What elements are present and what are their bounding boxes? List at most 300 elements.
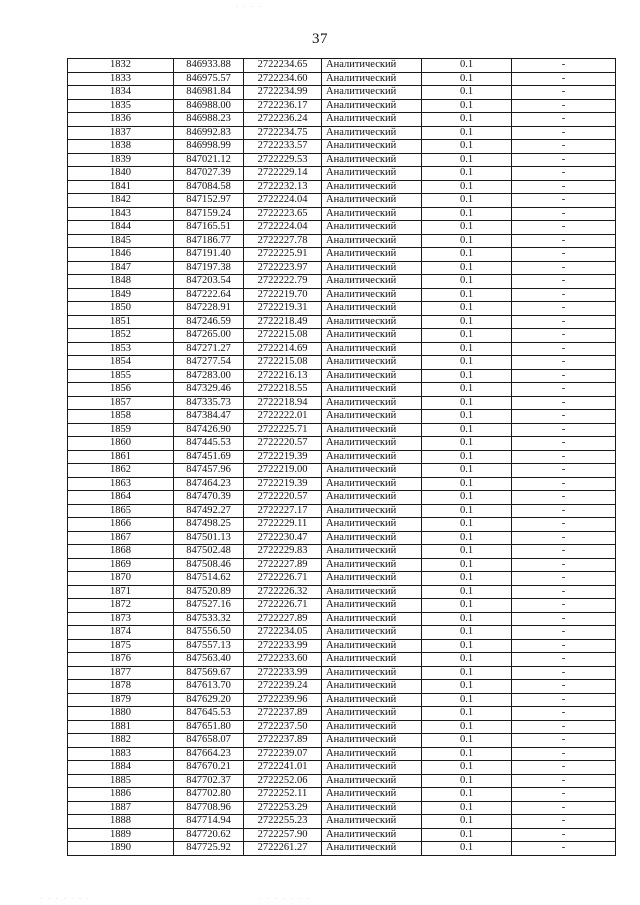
point-number-cell: 1847 [68, 261, 174, 275]
method-cell: Аналитический [322, 234, 422, 248]
y-coordinate-cell: 2722261.27 [244, 842, 322, 856]
method-cell: Аналитический [322, 450, 422, 464]
x-coordinate-cell: 847451.69 [174, 450, 244, 464]
point-number-cell: 1836 [68, 113, 174, 127]
x-coordinate-cell: 846988.00 [174, 99, 244, 113]
table-row [68, 126, 616, 140]
y-coordinate-cell: 2722239.96 [244, 693, 322, 707]
y-coordinate-cell: 2722241.01 [244, 761, 322, 775]
table-row [68, 761, 616, 775]
x-coordinate-cell: 846975.57 [174, 72, 244, 86]
accuracy-cell: 0.1 [422, 680, 512, 694]
point-number-cell: 1844 [68, 221, 174, 235]
accuracy-cell: 0.1 [422, 585, 512, 599]
table-row [68, 302, 616, 316]
point-number-cell: 1852 [68, 329, 174, 343]
method-cell: Аналитический [322, 693, 422, 707]
x-coordinate-cell: 847445.53 [174, 437, 244, 451]
point-number-cell: 1838 [68, 140, 174, 154]
y-coordinate-cell: 2722220.57 [244, 491, 322, 505]
note-cell: - [512, 464, 616, 478]
accuracy-cell: 0.1 [422, 221, 512, 235]
y-coordinate-cell: 2722232.13 [244, 180, 322, 194]
table-row [68, 531, 616, 545]
note-cell: - [512, 774, 616, 788]
point-number-cell: 1880 [68, 707, 174, 721]
accuracy-cell: 0.1 [422, 707, 512, 721]
x-coordinate-cell: 847228.91 [174, 302, 244, 316]
accuracy-cell: 0.1 [422, 288, 512, 302]
table-row [68, 153, 616, 167]
table-row [68, 167, 616, 181]
table-row [68, 261, 616, 275]
point-number-cell: 1855 [68, 369, 174, 383]
table-row [68, 626, 616, 640]
y-coordinate-cell: 2722233.60 [244, 653, 322, 667]
method-cell: Аналитический [322, 140, 422, 154]
note-cell: - [512, 531, 616, 545]
table-row [68, 612, 616, 626]
method-cell: Аналитический [322, 180, 422, 194]
accuracy-cell: 0.1 [422, 180, 512, 194]
y-coordinate-cell: 2722219.31 [244, 302, 322, 316]
note-cell: - [512, 666, 616, 680]
note-cell: - [512, 693, 616, 707]
point-number-cell: 1881 [68, 720, 174, 734]
note-cell: - [512, 207, 616, 221]
table-row [68, 315, 616, 329]
table-row [68, 437, 616, 451]
point-number-cell: 1848 [68, 275, 174, 289]
method-cell: Аналитический [322, 599, 422, 613]
method-cell: Аналитический [322, 639, 422, 653]
accuracy-cell: 0.1 [422, 572, 512, 586]
point-number-cell: 1887 [68, 801, 174, 815]
method-cell: Аналитический [322, 410, 422, 424]
method-cell: Аналитический [322, 815, 422, 829]
accuracy-cell: 0.1 [422, 329, 512, 343]
y-coordinate-cell: 2722236.17 [244, 99, 322, 113]
accuracy-cell: 0.1 [422, 194, 512, 208]
table-row [68, 207, 616, 221]
coordinates-table [67, 58, 616, 856]
y-coordinate-cell: 2722223.97 [244, 261, 322, 275]
table-row [68, 639, 616, 653]
scan-noise-bottom-center: · · · · · · · [260, 896, 311, 903]
note-cell: - [512, 599, 616, 613]
x-coordinate-cell: 847457.96 [174, 464, 244, 478]
note-cell: - [512, 815, 616, 829]
scan-noise-bottom: · · · · · · · [40, 896, 91, 903]
accuracy-cell: 0.1 [422, 248, 512, 262]
note-cell: - [512, 410, 616, 424]
point-number-cell: 1865 [68, 504, 174, 518]
y-coordinate-cell: 2722230.47 [244, 531, 322, 545]
point-number-cell: 1854 [68, 356, 174, 370]
table-row [68, 653, 616, 667]
accuracy-cell: 0.1 [422, 801, 512, 815]
note-cell: - [512, 342, 616, 356]
table-row [68, 477, 616, 491]
point-number-cell: 1839 [68, 153, 174, 167]
method-cell: Аналитический [322, 747, 422, 761]
table-row [68, 666, 616, 680]
note-cell: - [512, 126, 616, 140]
table-row [68, 707, 616, 721]
accuracy-cell: 0.1 [422, 612, 512, 626]
note-cell: - [512, 828, 616, 842]
point-number-cell: 1857 [68, 396, 174, 410]
point-number-cell: 1888 [68, 815, 174, 829]
method-cell: Аналитический [322, 86, 422, 100]
accuracy-cell: 0.1 [422, 477, 512, 491]
point-number-cell: 1879 [68, 693, 174, 707]
table-row [68, 113, 616, 127]
accuracy-cell: 0.1 [422, 774, 512, 788]
point-number-cell: 1890 [68, 842, 174, 856]
point-number-cell: 1841 [68, 180, 174, 194]
accuracy-cell: 0.1 [422, 828, 512, 842]
table-row [68, 356, 616, 370]
point-number-cell: 1840 [68, 167, 174, 181]
coordinates-table-body [68, 59, 616, 856]
note-cell: - [512, 720, 616, 734]
x-coordinate-cell: 847514.62 [174, 572, 244, 586]
x-coordinate-cell: 846988.23 [174, 113, 244, 127]
method-cell: Аналитический [322, 545, 422, 559]
x-coordinate-cell: 847203.54 [174, 275, 244, 289]
y-coordinate-cell: 2722214.69 [244, 342, 322, 356]
point-number-cell: 1875 [68, 639, 174, 653]
x-coordinate-cell: 847645.53 [174, 707, 244, 721]
table-row [68, 140, 616, 154]
x-coordinate-cell: 846981.84 [174, 86, 244, 100]
x-coordinate-cell: 847702.80 [174, 788, 244, 802]
x-coordinate-cell: 847702.37 [174, 774, 244, 788]
method-cell: Аналитический [322, 59, 422, 73]
note-cell: - [512, 707, 616, 721]
table-row [68, 423, 616, 437]
point-number-cell: 1870 [68, 572, 174, 586]
y-coordinate-cell: 2722226.71 [244, 572, 322, 586]
accuracy-cell: 0.1 [422, 639, 512, 653]
note-cell: - [512, 734, 616, 748]
method-cell: Аналитический [322, 491, 422, 505]
point-number-cell: 1834 [68, 86, 174, 100]
point-number-cell: 1889 [68, 828, 174, 842]
point-number-cell: 1858 [68, 410, 174, 424]
accuracy-cell: 0.1 [422, 518, 512, 532]
table-row [68, 734, 616, 748]
x-coordinate-cell: 846992.83 [174, 126, 244, 140]
point-number-cell: 1842 [68, 194, 174, 208]
x-coordinate-cell: 847725.92 [174, 842, 244, 856]
note-cell: - [512, 477, 616, 491]
y-coordinate-cell: 2722233.99 [244, 666, 322, 680]
accuracy-cell: 0.1 [422, 59, 512, 73]
y-coordinate-cell: 2722225.91 [244, 248, 322, 262]
point-number-cell: 1837 [68, 126, 174, 140]
note-cell: - [512, 329, 616, 343]
table-row [68, 788, 616, 802]
method-cell: Аналитический [322, 329, 422, 343]
accuracy-cell: 0.1 [422, 599, 512, 613]
x-coordinate-cell: 847720.62 [174, 828, 244, 842]
accuracy-cell: 0.1 [422, 504, 512, 518]
accuracy-cell: 0.1 [422, 383, 512, 397]
table-row [68, 234, 616, 248]
x-coordinate-cell: 847508.46 [174, 558, 244, 572]
y-coordinate-cell: 2722229.83 [244, 545, 322, 559]
x-coordinate-cell: 847084.58 [174, 180, 244, 194]
method-cell: Аналитический [322, 761, 422, 775]
y-coordinate-cell: 2722227.89 [244, 612, 322, 626]
note-cell: - [512, 369, 616, 383]
accuracy-cell: 0.1 [422, 788, 512, 802]
y-coordinate-cell: 2722234.99 [244, 86, 322, 100]
table-row [68, 248, 616, 262]
y-coordinate-cell: 2722255.23 [244, 815, 322, 829]
x-coordinate-cell: 847384.47 [174, 410, 244, 424]
method-cell: Аналитический [322, 207, 422, 221]
x-coordinate-cell: 847271.27 [174, 342, 244, 356]
table-row [68, 99, 616, 113]
note-cell: - [512, 383, 616, 397]
method-cell: Аналитический [322, 302, 422, 316]
accuracy-cell: 0.1 [422, 423, 512, 437]
y-coordinate-cell: 2722219.70 [244, 288, 322, 302]
accuracy-cell: 0.1 [422, 693, 512, 707]
y-coordinate-cell: 2722226.71 [244, 599, 322, 613]
x-coordinate-cell: 847197.38 [174, 261, 244, 275]
table-row [68, 464, 616, 478]
page-number: 37 [312, 31, 328, 47]
x-coordinate-cell: 847335.73 [174, 396, 244, 410]
table-row [68, 572, 616, 586]
accuracy-cell: 0.1 [422, 666, 512, 680]
x-coordinate-cell: 847563.40 [174, 653, 244, 667]
accuracy-cell: 0.1 [422, 531, 512, 545]
table-row [68, 288, 616, 302]
y-coordinate-cell: 2722234.60 [244, 72, 322, 86]
method-cell: Аналитический [322, 113, 422, 127]
point-number-cell: 1882 [68, 734, 174, 748]
table-row [68, 680, 616, 694]
accuracy-cell: 0.1 [422, 342, 512, 356]
y-coordinate-cell: 2722220.57 [244, 437, 322, 451]
note-cell: - [512, 86, 616, 100]
y-coordinate-cell: 2722233.57 [244, 140, 322, 154]
note-cell: - [512, 261, 616, 275]
point-number-cell: 1851 [68, 315, 174, 329]
accuracy-cell: 0.1 [422, 842, 512, 856]
y-coordinate-cell: 2722219.39 [244, 477, 322, 491]
table-row [68, 545, 616, 559]
x-coordinate-cell: 847629.20 [174, 693, 244, 707]
x-coordinate-cell: 847426.90 [174, 423, 244, 437]
method-cell: Аналитический [322, 437, 422, 451]
y-coordinate-cell: 2722215.08 [244, 329, 322, 343]
table-row [68, 842, 616, 856]
method-cell: Аналитический [322, 653, 422, 667]
note-cell: - [512, 761, 616, 775]
y-coordinate-cell: 2722218.49 [244, 315, 322, 329]
accuracy-cell: 0.1 [422, 275, 512, 289]
method-cell: Аналитический [322, 707, 422, 721]
x-coordinate-cell: 847165.51 [174, 221, 244, 235]
point-number-cell: 1862 [68, 464, 174, 478]
note-cell: - [512, 221, 616, 235]
note-cell: - [512, 288, 616, 302]
note-cell: - [512, 167, 616, 181]
point-number-cell: 1864 [68, 491, 174, 505]
x-coordinate-cell: 847613.70 [174, 680, 244, 694]
accuracy-cell: 0.1 [422, 356, 512, 370]
y-coordinate-cell: 2722237.89 [244, 707, 322, 721]
table-row [68, 693, 616, 707]
accuracy-cell: 0.1 [422, 734, 512, 748]
method-cell: Аналитический [322, 315, 422, 329]
note-cell: - [512, 788, 616, 802]
method-cell: Аналитический [322, 531, 422, 545]
method-cell: Аналитический [322, 167, 422, 181]
y-coordinate-cell: 2722229.11 [244, 518, 322, 532]
point-number-cell: 1869 [68, 558, 174, 572]
y-coordinate-cell: 2722227.17 [244, 504, 322, 518]
method-cell: Аналитический [322, 842, 422, 856]
x-coordinate-cell: 847152.97 [174, 194, 244, 208]
accuracy-cell: 0.1 [422, 491, 512, 505]
table-row [68, 518, 616, 532]
point-number-cell: 1850 [68, 302, 174, 316]
accuracy-cell: 0.1 [422, 315, 512, 329]
x-coordinate-cell: 847470.39 [174, 491, 244, 505]
table-row [68, 329, 616, 343]
note-cell: - [512, 194, 616, 208]
point-number-cell: 1859 [68, 423, 174, 437]
table-row [68, 342, 616, 356]
accuracy-cell: 0.1 [422, 113, 512, 127]
y-coordinate-cell: 2722216.13 [244, 369, 322, 383]
table-row [68, 801, 616, 815]
point-number-cell: 1833 [68, 72, 174, 86]
accuracy-cell: 0.1 [422, 140, 512, 154]
note-cell: - [512, 234, 616, 248]
table-row [68, 747, 616, 761]
y-coordinate-cell: 2722224.04 [244, 221, 322, 235]
point-number-cell: 1832 [68, 59, 174, 73]
point-number-cell: 1878 [68, 680, 174, 694]
method-cell: Аналитический [322, 774, 422, 788]
method-cell: Аналитический [322, 423, 422, 437]
x-coordinate-cell: 847533.32 [174, 612, 244, 626]
accuracy-cell: 0.1 [422, 396, 512, 410]
point-number-cell: 1843 [68, 207, 174, 221]
point-number-cell: 1853 [68, 342, 174, 356]
table-row [68, 72, 616, 86]
y-coordinate-cell: 2722252.06 [244, 774, 322, 788]
table-row [68, 396, 616, 410]
accuracy-cell: 0.1 [422, 545, 512, 559]
y-coordinate-cell: 2722234.65 [244, 59, 322, 73]
note-cell: - [512, 680, 616, 694]
table-row [68, 410, 616, 424]
y-coordinate-cell: 2722224.04 [244, 194, 322, 208]
method-cell: Аналитический [322, 356, 422, 370]
note-cell: - [512, 626, 616, 640]
note-cell: - [512, 140, 616, 154]
note-cell: - [512, 612, 616, 626]
y-coordinate-cell: 2722253.29 [244, 801, 322, 815]
point-number-cell: 1867 [68, 531, 174, 545]
y-coordinate-cell: 2722222.01 [244, 410, 322, 424]
point-number-cell: 1871 [68, 585, 174, 599]
point-number-cell: 1884 [68, 761, 174, 775]
method-cell: Аналитический [322, 464, 422, 478]
method-cell: Аналитический [322, 126, 422, 140]
x-coordinate-cell: 847283.00 [174, 369, 244, 383]
table-row [68, 720, 616, 734]
x-coordinate-cell: 847277.54 [174, 356, 244, 370]
method-cell: Аналитический [322, 626, 422, 640]
table-row [68, 383, 616, 397]
table-row [68, 585, 616, 599]
note-cell: - [512, 180, 616, 194]
table-row [68, 86, 616, 100]
method-cell: Аналитический [322, 828, 422, 842]
note-cell: - [512, 437, 616, 451]
accuracy-cell: 0.1 [422, 207, 512, 221]
x-coordinate-cell: 846933.88 [174, 59, 244, 73]
y-coordinate-cell: 2722239.24 [244, 680, 322, 694]
note-cell: - [512, 99, 616, 113]
y-coordinate-cell: 2722215.08 [244, 356, 322, 370]
note-cell: - [512, 153, 616, 167]
method-cell: Аналитический [322, 396, 422, 410]
x-coordinate-cell: 847664.23 [174, 747, 244, 761]
table-row [68, 450, 616, 464]
note-cell: - [512, 504, 616, 518]
point-number-cell: 1845 [68, 234, 174, 248]
note-cell: - [512, 491, 616, 505]
method-cell: Аналитический [322, 801, 422, 815]
accuracy-cell: 0.1 [422, 761, 512, 775]
method-cell: Аналитический [322, 153, 422, 167]
y-coordinate-cell: 2722252.11 [244, 788, 322, 802]
x-coordinate-cell: 847464.23 [174, 477, 244, 491]
x-coordinate-cell: 847651.80 [174, 720, 244, 734]
x-coordinate-cell: 847714.94 [174, 815, 244, 829]
method-cell: Аналитический [322, 261, 422, 275]
x-coordinate-cell: 847222.64 [174, 288, 244, 302]
note-cell: - [512, 302, 616, 316]
y-coordinate-cell: 2722257.90 [244, 828, 322, 842]
y-coordinate-cell: 2722219.39 [244, 450, 322, 464]
table-row [68, 59, 616, 73]
accuracy-cell: 0.1 [422, 450, 512, 464]
method-cell: Аналитический [322, 288, 422, 302]
accuracy-cell: 0.1 [422, 653, 512, 667]
accuracy-cell: 0.1 [422, 626, 512, 640]
point-number-cell: 1877 [68, 666, 174, 680]
accuracy-cell: 0.1 [422, 369, 512, 383]
x-coordinate-cell: 847021.12 [174, 153, 244, 167]
accuracy-cell: 0.1 [422, 126, 512, 140]
method-cell: Аналитический [322, 734, 422, 748]
y-coordinate-cell: 2722237.89 [244, 734, 322, 748]
x-coordinate-cell: 847556.50 [174, 626, 244, 640]
x-coordinate-cell: 847557.13 [174, 639, 244, 653]
